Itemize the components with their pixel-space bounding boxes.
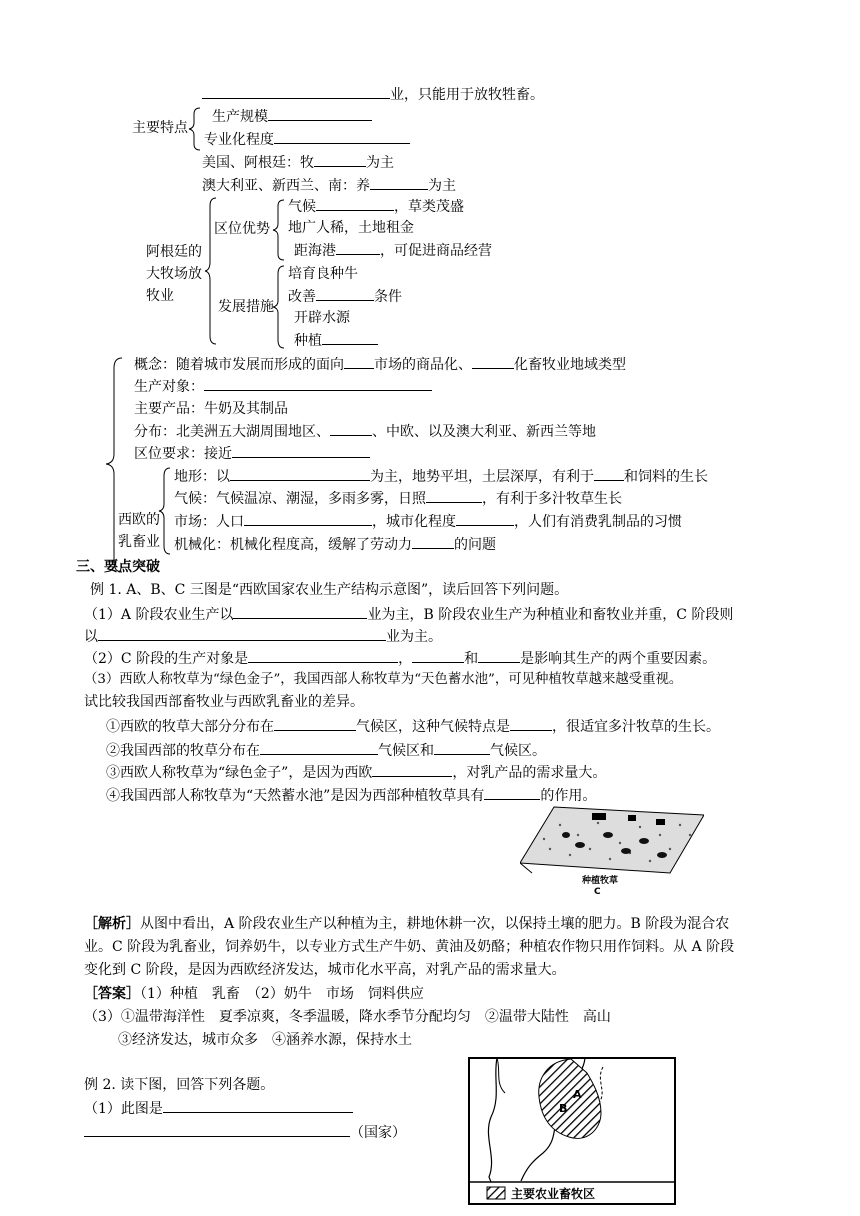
blank bbox=[434, 740, 490, 755]
text: 气候区和 bbox=[378, 743, 434, 759]
text: 主要产品：牛奶及其制品 bbox=[134, 401, 288, 417]
text: 为主，地势平坦，土层深厚，有利于 bbox=[370, 469, 594, 485]
text: ，有利于多汁牧草生长 bbox=[482, 491, 622, 507]
text: 地广人稀，土地租金 bbox=[288, 220, 414, 236]
label: 乳畜业 bbox=[118, 534, 160, 550]
text: ，可促进商品经营 bbox=[380, 243, 492, 259]
text: ①西欧的牧草大部分分布在 bbox=[106, 719, 274, 735]
text: 业，只能用于放牧牲畜。 bbox=[390, 87, 544, 103]
text: 、中欧、以及澳大利亚、新西兰等地 bbox=[372, 424, 596, 440]
text: ③西欧人称牧草为“绿色金子”，是因为西欧 bbox=[106, 765, 373, 781]
brace bbox=[272, 264, 286, 350]
blank bbox=[594, 466, 624, 481]
blank bbox=[412, 648, 464, 663]
text: ，很适宜多汁牧草的生长。 bbox=[552, 719, 720, 735]
blank bbox=[472, 354, 514, 369]
blank bbox=[202, 84, 390, 99]
blank bbox=[426, 488, 482, 503]
text: 分布：北美洲五大湖周围地区、 bbox=[134, 424, 330, 440]
label: 发展措施 bbox=[218, 299, 274, 315]
blank bbox=[372, 762, 452, 777]
brace bbox=[272, 198, 286, 262]
text: ，对乳产品的需求量大。 bbox=[452, 765, 607, 781]
answer-tag: ［答案］ bbox=[84, 986, 140, 1002]
text: 生产对象： bbox=[134, 379, 204, 395]
text: 气候：气候温凉、潮湿，多雨多雾，日照 bbox=[174, 491, 426, 507]
label: 主要特点 bbox=[132, 120, 188, 136]
text: 培育良种牛 bbox=[288, 266, 358, 282]
question: 例 2. 读下图，回答下列各题。 bbox=[84, 1077, 275, 1093]
blank bbox=[274, 716, 356, 731]
figure-caption: 种植牧草 bbox=[582, 876, 619, 886]
blank bbox=[204, 376, 432, 391]
blank bbox=[370, 175, 428, 190]
blank bbox=[274, 129, 410, 144]
blank bbox=[314, 152, 366, 167]
text: 生产规模 bbox=[212, 109, 268, 125]
text: 专业化程度 bbox=[204, 132, 274, 148]
text: 概念：随着城市发展而形成的面向 bbox=[134, 357, 344, 373]
text: （3）①温带海洋性 夏季凉爽，冬季温暖，降水季节分配均匀 ②温带大陆性 高山 bbox=[84, 1009, 611, 1025]
text: 条件 bbox=[374, 289, 402, 305]
text: （1）A 阶段农业生产以 bbox=[84, 607, 234, 623]
text: 业。C 阶段为乳畜业，饲养奶牛，以专业方式生产牛奶、黄油及奶酪；种植农作物只用作饲料。从 A 阶段 bbox=[84, 939, 735, 955]
map-figure bbox=[467, 1057, 677, 1206]
blank bbox=[260, 740, 378, 755]
text: 从图中看出，A 阶段农业生产以种植为主，耕地休耕一次，以保持土壤的肥力。B 阶段为混合农 bbox=[140, 916, 730, 932]
text: ，人们有消费乳制品的习惯 bbox=[514, 514, 682, 530]
text: 市场：人口 bbox=[174, 514, 244, 530]
blank bbox=[98, 626, 386, 641]
text: 为主 bbox=[428, 178, 456, 194]
brace bbox=[158, 466, 172, 556]
text: 和 bbox=[464, 651, 479, 667]
text: 业为主。 bbox=[386, 629, 442, 645]
text: 和饲料的生长 bbox=[624, 469, 708, 485]
blank bbox=[232, 443, 370, 458]
text: ④我国西部人称牧草为“天然蓄水池”是因为西部种植牧草具有 bbox=[106, 788, 485, 804]
blank bbox=[344, 354, 374, 369]
blank bbox=[336, 240, 380, 255]
blank bbox=[244, 511, 372, 526]
text: ， bbox=[398, 651, 413, 667]
text: 气候区，这种气候特点是 bbox=[356, 719, 510, 735]
text: 试比较我国西部畜牧业与西欧乳畜业的差异。 bbox=[84, 694, 364, 710]
map-legend: 主要农业畜牧区 bbox=[511, 1187, 596, 1201]
text: 改善 bbox=[288, 289, 316, 305]
text: （国家） bbox=[350, 1125, 406, 1141]
text: 的作用。 bbox=[540, 788, 597, 804]
text: 机械化：机械化程度高，缓解了劳动力 bbox=[174, 537, 412, 553]
text: 种植 bbox=[294, 333, 322, 349]
text: （2）C 阶段的生产对象是 bbox=[84, 651, 249, 667]
text: ②我国西部的牧草分布在 bbox=[106, 743, 260, 759]
text: 区位要求：接近 bbox=[134, 446, 232, 462]
blank bbox=[322, 330, 378, 345]
text: ，城市化程度 bbox=[372, 514, 456, 530]
question: 例 1. A、B、C 三图是“西欧国家农业生产结构示意图”，读后回答下列问题。 bbox=[90, 582, 569, 598]
text: 气候 bbox=[288, 199, 316, 215]
label: 大牧场放 bbox=[146, 266, 202, 282]
blank bbox=[316, 286, 374, 301]
label: 阿根廷的 bbox=[146, 244, 202, 260]
text: 化畜牧业地域类型 bbox=[514, 357, 626, 373]
text: （1）种植 乳畜 （2）奶牛 市场 饲料供应 bbox=[140, 986, 424, 1002]
text: （3）西欧人称牧草为“绿色金子”，我国西部人称牧草为“天色蓄水池”，可见种植牧草越来越受重视。 bbox=[84, 672, 683, 687]
text: 业为主，B 阶段农业生产为种植业和畜牧业并重，C 阶段则 bbox=[367, 607, 734, 623]
text: 气候区。 bbox=[490, 743, 546, 759]
label: 西欧的 bbox=[118, 512, 160, 528]
text: 为主 bbox=[366, 155, 394, 171]
text: 的问题 bbox=[454, 537, 496, 553]
figure-letter: C bbox=[594, 887, 601, 897]
text: 市场的商品化、 bbox=[374, 357, 472, 373]
blank bbox=[84, 1122, 350, 1137]
analysis-tag: ［解析］ bbox=[84, 916, 140, 932]
text: 美国、阿根廷：牧 bbox=[202, 155, 314, 171]
brace bbox=[188, 106, 202, 152]
blank bbox=[478, 648, 520, 663]
label: 牧业 bbox=[146, 288, 174, 304]
blank bbox=[233, 604, 367, 619]
blank bbox=[268, 106, 372, 121]
section-heading: 三、要点突破 bbox=[76, 559, 160, 575]
legend-swatch bbox=[487, 1187, 505, 1199]
map-label-a: A bbox=[573, 1088, 582, 1101]
label: 区位优势 bbox=[214, 221, 270, 237]
text: 以 bbox=[84, 629, 98, 645]
blank bbox=[248, 648, 398, 663]
text: 是影响其生产的两个重要因素。 bbox=[520, 651, 717, 667]
blank bbox=[316, 196, 394, 211]
blank bbox=[456, 511, 514, 526]
text: 变化到 C 阶段，是因为西欧经济发达，城市化水平高，对乳产品的需求量大。 bbox=[84, 962, 566, 978]
blank bbox=[484, 785, 540, 800]
text: 澳大利亚、新西兰、南：养 bbox=[202, 178, 370, 194]
text: （1）此图是 bbox=[84, 1101, 163, 1117]
blank bbox=[330, 421, 372, 436]
blank bbox=[230, 466, 370, 481]
text: 地形：以 bbox=[174, 469, 230, 485]
text: ，草类茂盛 bbox=[394, 199, 464, 215]
blank bbox=[412, 534, 454, 549]
text: 距海港 bbox=[294, 243, 336, 259]
pasture-figure bbox=[520, 805, 704, 897]
text: 开辟水源 bbox=[294, 310, 350, 326]
blank bbox=[163, 1098, 353, 1113]
map-label-b: B bbox=[559, 1102, 568, 1115]
blank bbox=[510, 716, 552, 731]
text: ③经济发达，城市众多 ④涵养水源，保持水土 bbox=[118, 1032, 412, 1048]
